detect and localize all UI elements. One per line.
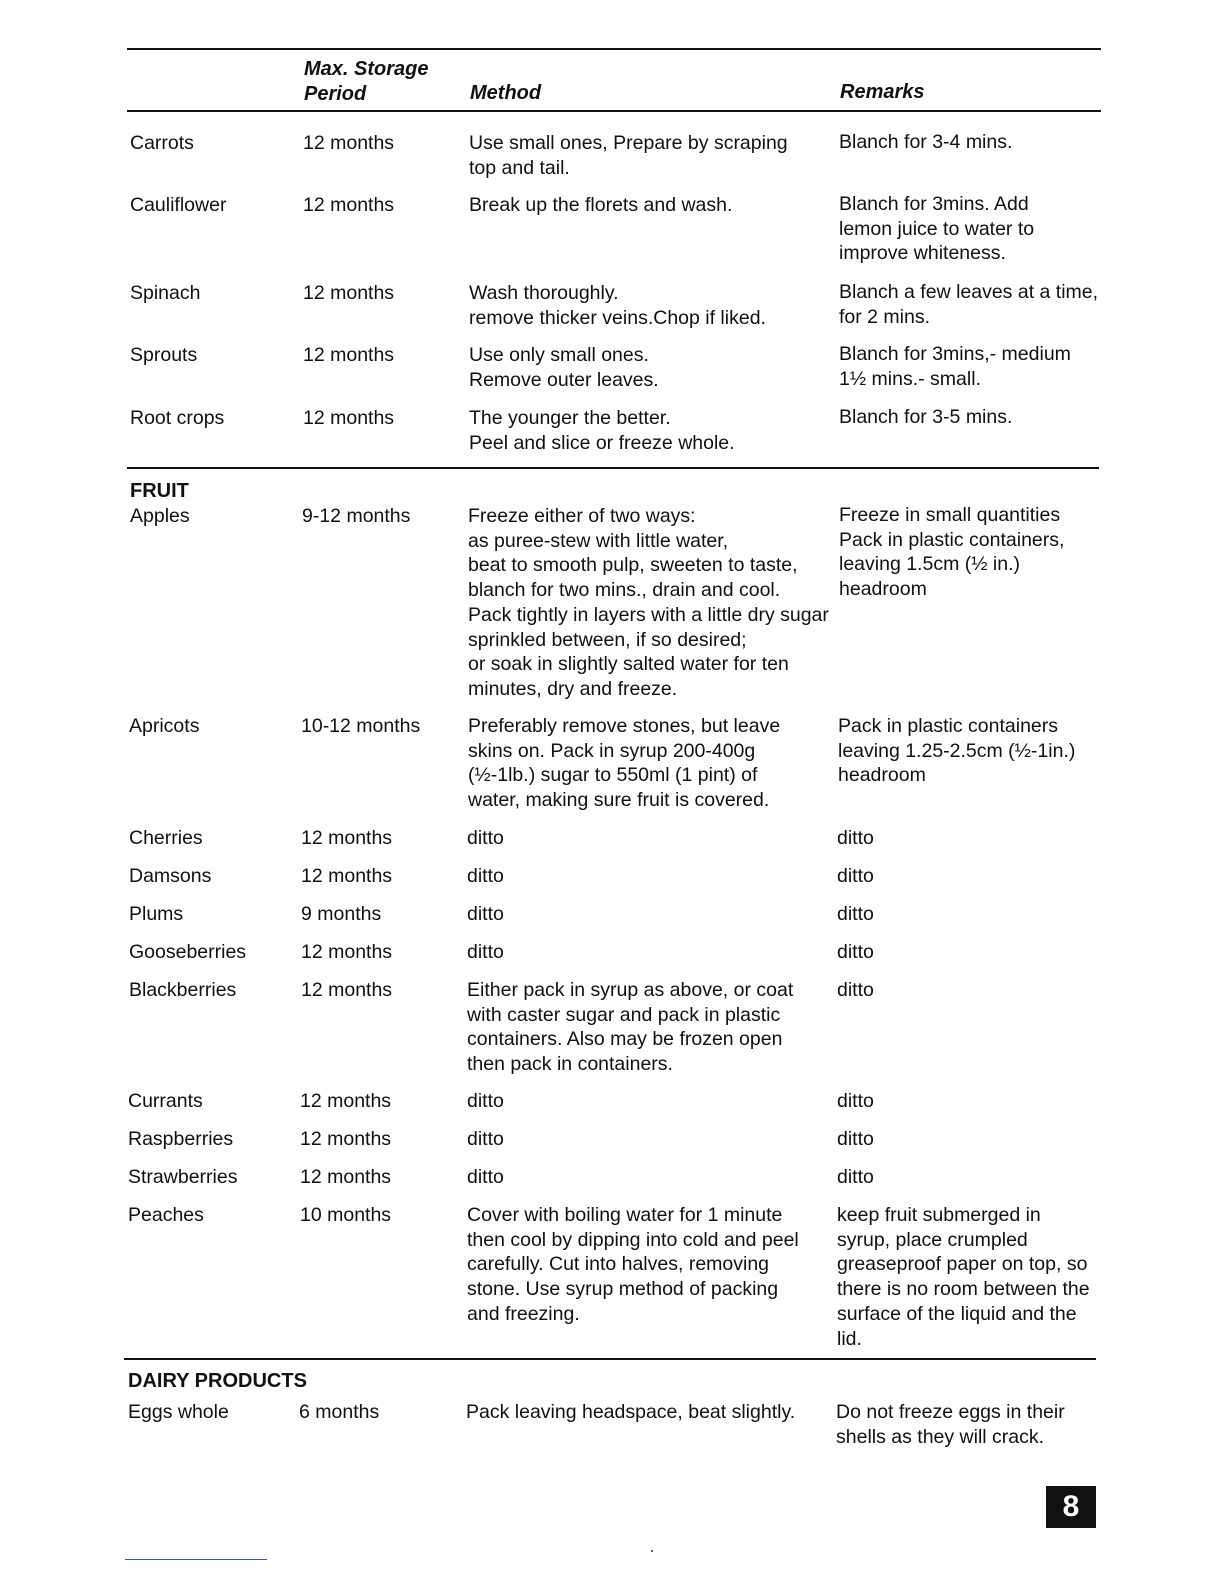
item-period: 12 months: [301, 941, 393, 963]
item-method: Wash thoroughly. remove thicker veins.Chop if liked.: [469, 282, 766, 329]
item-method: ditto: [467, 903, 504, 925]
item-period: 10-12 months: [301, 715, 421, 737]
item-name: Blackberries: [129, 979, 237, 1001]
item-remarks: ditto: [837, 1128, 874, 1150]
item-method: Cover with boiling water for 1 minute then cool by dipping into cold and peel carefully. Cut into halves, removing stone. Use syrup method of packing and freezing.: [467, 1204, 799, 1325]
item-method: Either pack in syrup as above, or coat with caster sugar and pack in plastic containers. Also may be frozen open then pack in containers.: [467, 979, 794, 1076]
item-remarks: Blanch for 3-5 mins.: [839, 406, 1013, 428]
item-method: ditto: [467, 1128, 504, 1150]
item-remarks: ditto: [837, 1090, 874, 1112]
item-name: Cauliflower: [130, 194, 227, 216]
item-method: Preferably remove stones, but leave skins on. Pack in syrup 200-400g (½-1lb.) sugar to 550ml (1 pint) of water, making sure fruit is covered.: [468, 715, 781, 812]
header-remarks: Remarks: [840, 81, 925, 103]
item-method: ditto: [467, 1090, 504, 1112]
item-period: 9 months: [301, 903, 382, 925]
item-method: The younger the better. Peel and slice or freeze whole.: [469, 407, 735, 454]
item-name: Peaches: [128, 1204, 204, 1226]
top-rule: [127, 48, 1101, 50]
item-period: 12 months: [300, 1128, 392, 1150]
item-period: 12 months: [301, 865, 393, 887]
item-period: 12 months: [301, 979, 393, 1001]
item-method: Use only small ones. Remove outer leaves.: [469, 344, 659, 391]
item-method: ditto: [467, 1166, 504, 1188]
item-remarks: Pack in plastic containers leaving 1.25-2.5cm (½-1in.) headroom: [838, 715, 1076, 787]
item-remarks: ditto: [837, 1166, 874, 1188]
item-name: Strawberries: [128, 1166, 238, 1188]
item-method: Use small ones, Prepare by scraping top and tail.: [469, 132, 788, 179]
item-method: Pack leaving headspace, beat slightly.: [466, 1401, 796, 1423]
item-name: Currants: [128, 1090, 203, 1112]
item-remarks: Freeze in small quantities Pack in plastic containers, leaving 1.5cm (½ in.) headroom: [839, 504, 1065, 601]
item-method: ditto: [467, 865, 504, 887]
item-name: Apricots: [129, 715, 200, 737]
footer-line: [125, 1559, 267, 1560]
item-period: 12 months: [300, 1090, 392, 1112]
header-method: Method: [470, 82, 542, 104]
item-name: Raspberries: [128, 1128, 234, 1150]
header-storage-period: Max. Storage Period: [304, 58, 429, 105]
item-name: Carrots: [130, 132, 194, 154]
item-method: ditto: [467, 827, 504, 849]
item-period: 12 months: [303, 407, 395, 429]
item-name: Root crops: [130, 407, 225, 429]
item-period: 12 months: [303, 282, 395, 304]
item-name: Spinach: [130, 282, 201, 304]
item-remarks: ditto: [837, 827, 874, 849]
item-remarks: Blanch a few leaves at a time, for 2 mins.: [839, 281, 1099, 328]
item-name: Eggs whole: [128, 1401, 229, 1423]
dairy-section-rule: [124, 1358, 1096, 1360]
item-remarks: Blanch for 3-4 mins.: [839, 131, 1013, 153]
item-name: Gooseberries: [129, 941, 247, 963]
section-title-fruit: FRUIT: [130, 480, 189, 502]
item-remarks: ditto: [837, 941, 874, 963]
item-remarks: Do not freeze eggs in their shells as they will crack.: [836, 1401, 1065, 1448]
fruit-section-rule: [127, 467, 1099, 469]
item-remarks: Blanch for 3mins. Add lemon juice to water to improve whiteness.: [839, 193, 1035, 265]
item-remarks: Blanch for 3mins,- medium 1½ mins.- small.: [839, 343, 1071, 390]
item-period: 12 months: [303, 194, 395, 216]
item-period: 6 months: [299, 1401, 380, 1423]
item-period: 9-12 months: [302, 505, 411, 527]
item-period: 10 months: [300, 1204, 392, 1226]
page-number-badge: 8: [1046, 1486, 1096, 1528]
item-period: 12 months: [300, 1166, 392, 1188]
item-name: Sprouts: [130, 344, 198, 366]
section-title-dairy: DAIRY PRODUCTS: [128, 1370, 307, 1392]
item-period: 12 months: [301, 827, 393, 849]
item-remarks: ditto: [837, 865, 874, 887]
item-name: Apples: [130, 505, 190, 527]
item-period: 12 months: [303, 344, 395, 366]
item-remarks: keep fruit submerged in syrup, place crumpled greaseproof paper on top, so there is no room between the surface of the liquid and the lid.: [837, 1204, 1090, 1350]
item-method: Freeze either of two ways: as puree-stew with little water, beat to smooth pulp, sweeten to taste, blanch for two mins., drain and cool. Pack tightly in layers with a little dry sugar sprinkled between, if so desired; or soak in slightly salted water for ten minutes, dry and freeze.: [468, 505, 829, 700]
item-remarks: ditto: [837, 979, 874, 1001]
header-rule: [127, 110, 1101, 112]
item-remarks: ditto: [837, 903, 874, 925]
scan-speck: [651, 1550, 653, 1552]
item-period: 12 months: [303, 132, 395, 154]
item-name: Cherries: [129, 827, 203, 849]
item-method: Break up the florets and wash.: [469, 194, 733, 216]
item-name: Damsons: [129, 865, 212, 887]
item-method: ditto: [467, 941, 504, 963]
item-name: Plums: [129, 903, 184, 925]
